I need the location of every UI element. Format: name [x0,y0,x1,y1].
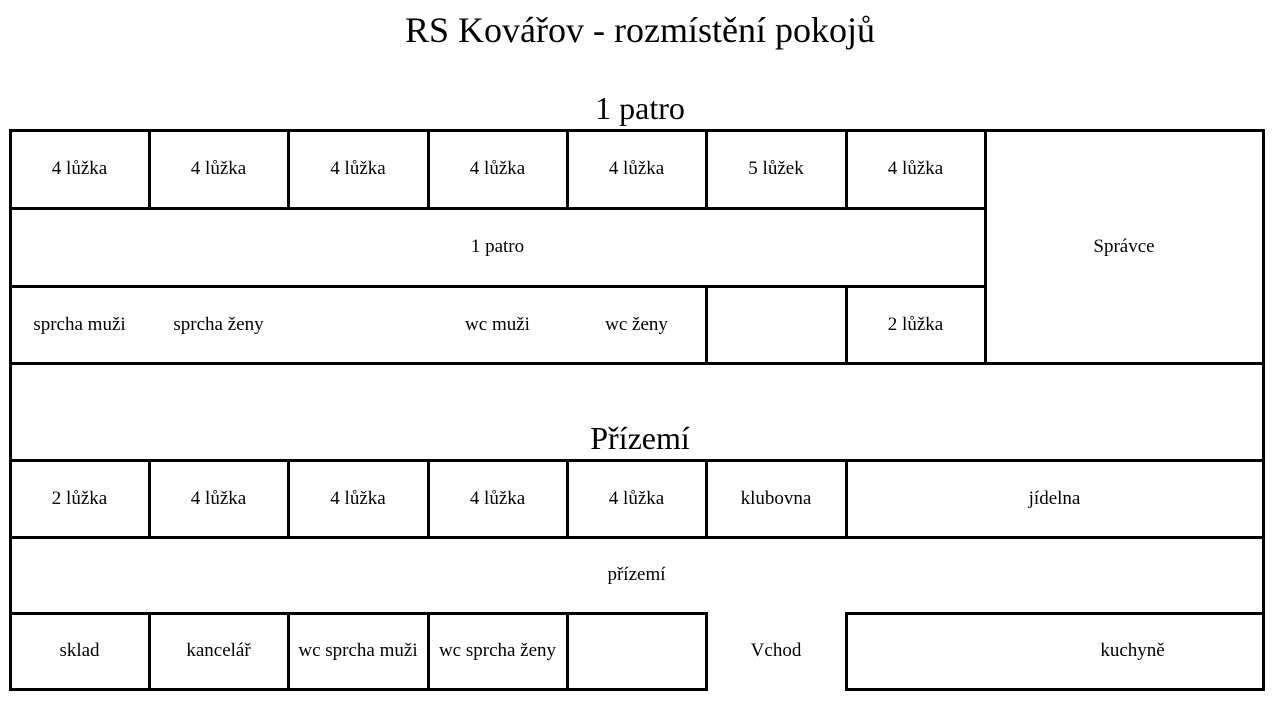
room-g-wc-shower-men: wc sprcha muži [298,640,418,661]
wall-line [9,362,1265,365]
wall-line [9,285,987,288]
room-g-room-3: 4 lůžka [330,487,386,509]
room-g-room-2: 4 lůžka [190,487,247,509]
room-g-empty [567,613,706,689]
wall-line [705,285,708,365]
wall-line [427,129,430,210]
outer-wall-bottom-left [9,688,708,691]
room-g-office: kancelář [186,640,251,661]
floor-heading-upper: 1 patro [595,90,685,126]
wall-line [705,612,708,691]
wall-line [148,459,151,539]
wall-line [9,612,708,615]
room-g-dining: jídelna [1028,487,1081,509]
wall-line [427,612,430,691]
wall-line [566,459,569,539]
wall-line [845,612,1265,615]
room-g-kitchen: kuchyně [1100,640,1165,661]
room-u-room-2beds: 2 lůžka [887,313,944,335]
room-g-clubroom: klubovna [740,487,812,509]
wall-line [9,207,987,210]
room-u-room-3: 4 lůžka [330,158,386,179]
wall-line [845,459,848,539]
room-u-corridor: 1 patro [470,236,525,257]
room-u-room-4: 4 lůžka [469,158,526,179]
wall-line [845,612,848,691]
room-u-room-5: 4 lůžka [608,158,665,179]
wall-line [845,285,848,365]
wall-line [287,459,290,539]
wall-line [984,207,987,365]
floor-heading-ground: Přízemí [590,420,690,456]
outer-wall-top [9,129,1265,132]
page-title: RS Kovářov - rozmístění pokojů [405,10,875,50]
outer-wall-bottom-right [845,688,1265,691]
room-u-wc-men: wc muži [465,313,530,335]
outer-wall-right [1262,129,1265,691]
wall-line [9,536,1265,539]
wall-line [287,612,290,691]
room-g-room-5: 4 lůžka [608,487,665,509]
room-g-storage: sklad [59,640,100,661]
room-u-wc-women: wc ženy [605,313,668,335]
wall-line [705,129,708,210]
room-u-room-1: 4 lůžka [51,158,108,179]
wall-line [148,129,151,210]
room-g-entrance: Vchod [750,640,802,661]
room-u-shower-women: sprcha ženy [173,313,264,335]
wall-line [148,612,151,691]
room-u-spravce: Správce [1093,235,1155,257]
room-g-room-4: 4 lůžka [469,487,526,509]
wall-line [705,459,708,539]
wall-line [984,129,987,210]
wall-line [9,459,1265,462]
room-u-room-2: 4 lůžka [190,158,247,179]
room-u-empty [706,286,846,363]
outer-wall-left [9,129,12,691]
wall-line [427,459,430,539]
room-g-wc-shower-women: wc sprcha ženy [438,640,557,661]
wall-line [566,129,569,210]
room-u-room-7: 4 lůžka [887,158,944,179]
room-g-room-1: 2 lůžka [51,487,108,509]
wall-line [287,129,290,210]
room-u-room-6: 5 lůžek [748,158,804,179]
wall-line [566,612,569,691]
wall-line [845,129,848,210]
room-g-corridor: přízemí [607,564,666,585]
room-u-shower-men: sprcha muži [33,313,126,335]
